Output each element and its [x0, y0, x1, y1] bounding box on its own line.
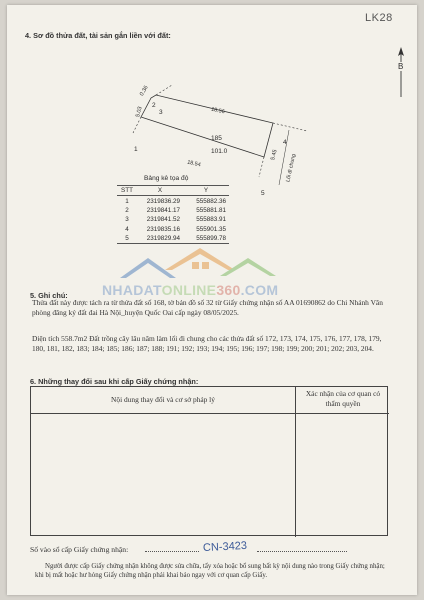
changes-table [30, 386, 388, 536]
section-4-title: 4. Sơ đồ thửa đất, tài sản gắn liền với đất: [25, 31, 171, 40]
section-5-title: 5. Ghi chú: [30, 291, 68, 300]
dim-right: 5.45 [270, 149, 279, 161]
coord-header-y: Y [183, 186, 229, 196]
coord-row [117, 206, 229, 215]
register-label: Số vào sổ cấp Giấy chứng nhận: [30, 545, 129, 554]
coord-cell: 2319829.94 [137, 234, 183, 244]
changes-table-divider [295, 387, 296, 537]
certificate-page [7, 5, 417, 595]
boundary-extension [156, 85, 172, 95]
coord-cell: 2319841.17 [146, 206, 180, 214]
boundary-extension [259, 157, 264, 177]
coord-cell: 2319835.16 [146, 225, 180, 233]
road-label: Lối đi chung [285, 153, 298, 183]
watermark-text: NHADATONLINE360.COM [102, 282, 279, 298]
boundary-extension [133, 117, 141, 133]
coord-table-title: Bảng kê tọa độ [144, 175, 189, 182]
coord-cell: 2319836.29 [146, 197, 180, 205]
register-dotted-line [145, 551, 199, 552]
footer-note: Người được cấp Giấy chứng nhận không được sửa chữa, tẩy xóa hoặc bổ sung bất kỳ nội dung nào trong Giấy chứng nhận; khi bị mất hoặc hư hỏng Giấy chứng nhận phải khai báo ngay với cơ quan cấp Giấy. [35, 563, 385, 580]
boundary-extension [273, 123, 307, 131]
coord-cell: 5 [117, 234, 137, 244]
changes-table-header-line [31, 413, 389, 414]
coord-header-x: X [137, 186, 183, 196]
coord-cell: 555882.36 [196, 197, 226, 205]
dim-corner: 0.36 [139, 84, 150, 98]
note-paragraph-2: Diện tích 558.7m2 Đất trồng cây lâu năm làm lối đi chung cho các thửa đất số 172, 173, 174, 175, 176, 177, 178, 179, 180, 181, 182, 183; 184; 185; 186; 187; 188; 191; 192; 193; 194; 195; 196; 197; 198; 199; 200; 201; 202; 203, 204. [32, 334, 382, 354]
house-roofs-icon [120, 248, 280, 290]
changes-col-content: Nội dung thay đổi và cơ sở pháp lý [111, 395, 215, 404]
dim-top: 18.56 [210, 106, 226, 116]
changes-col-confirm: Xác nhận của cơ quan có thẩm quyền [305, 389, 381, 408]
parcel-number: 185 [211, 135, 222, 142]
register-number: CN-3423 [202, 539, 248, 555]
coord-row [117, 234, 229, 244]
section-6-title: 6. Những thay đổi sau khi cấp Giấy chứng nhận: [30, 377, 199, 386]
coord-row [117, 225, 229, 234]
coord-header-stt: STT [117, 186, 137, 196]
corner-label: LK28 [365, 12, 393, 24]
coord-cell: 555899.78 [183, 234, 229, 244]
coord-table [117, 185, 229, 244]
coord-cell: 4 [125, 225, 129, 233]
coord-table-grid [117, 185, 229, 244]
plot-sketch [7, 5, 417, 205]
register-dotted-line [257, 551, 347, 552]
point-label: 3 [159, 109, 163, 116]
point-label: 5 [261, 190, 265, 197]
coord-cell: 2319841.52 [146, 216, 180, 224]
point-label: 4 [283, 139, 287, 146]
coord-row [117, 215, 229, 224]
coord-cell: 2 [125, 206, 129, 214]
note-paragraph-1: Thửa đất này được tách ra từ thửa đất số 168, tờ bản đồ số 32 từ Giấy chứng nhận số AA 01690862 do Chi Nhánh Văn phòng đăng ký đất đai Hà Nội_huyện Quốc Oai cấp ngày 08/05/2025. [32, 298, 383, 318]
coord-cell: 1 [125, 197, 129, 205]
point-label: 2 [152, 102, 156, 109]
coord-row [117, 196, 229, 206]
parcel-area: 101.0 [211, 148, 228, 155]
point-label: 1 [134, 146, 138, 153]
parcel-boundary [141, 95, 273, 157]
coord-cell: 555881.81 [196, 206, 226, 214]
dim-left: 5.03 [135, 106, 144, 118]
north-label: B [398, 62, 404, 71]
coord-cell: 3 [125, 216, 129, 224]
dim-bottom: 18.54 [186, 159, 202, 169]
coord-cell: 555883.91 [196, 216, 226, 224]
coord-cell: 555901.35 [196, 225, 226, 233]
